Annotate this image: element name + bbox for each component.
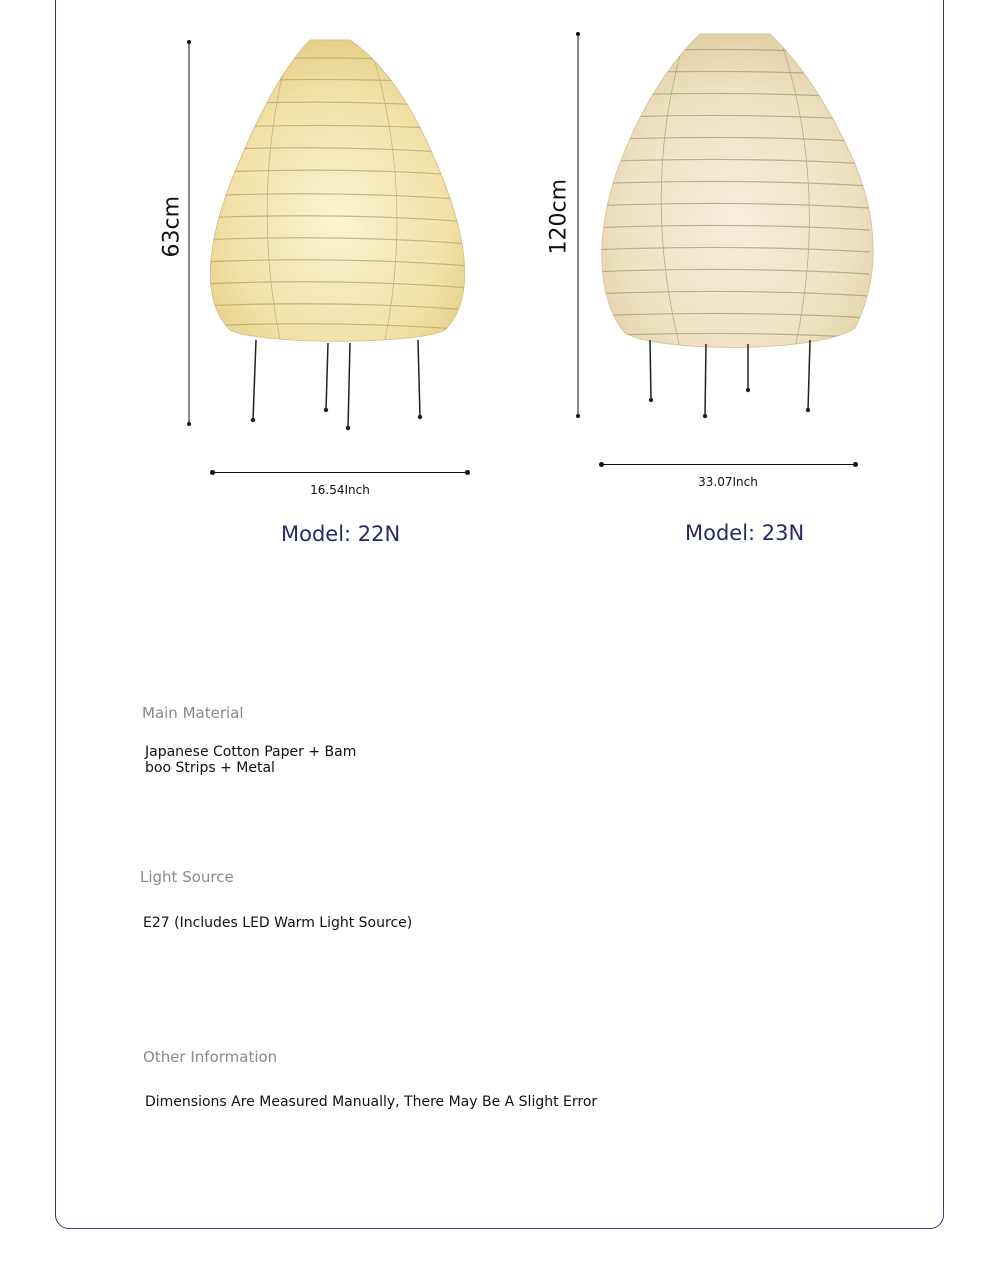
lamp-23n-width-label: 33.07Inch	[698, 475, 758, 489]
lamp-22n-image	[180, 30, 480, 440]
lamp-23n-height-label: 120cm	[546, 178, 572, 255]
lamp-23n-image	[570, 28, 880, 428]
lamp-23n-width-dot-left	[599, 462, 604, 467]
light-source-value: E27 (Includes LED Warm Light Source)	[143, 915, 413, 931]
lamp-22n-width-label: 16.54Inch	[310, 483, 370, 497]
lamp-23n-model-label: Model: 23N	[685, 521, 805, 545]
lamp-22n-width-dot-left	[210, 470, 215, 475]
main-material-label: Main Material	[142, 704, 244, 722]
lamp-22n-height-label: 63cm	[159, 195, 185, 258]
lamp-23n-width-dot-right	[853, 462, 858, 467]
lamp-22n-width-line	[212, 472, 468, 473]
lamp-23n-width-line	[602, 464, 856, 465]
other-information-value: Dimensions Are Measured Manually, There May Be A Slight Error	[145, 1094, 598, 1110]
lamp-22n-model-label: Model: 22N	[281, 522, 401, 546]
other-information-label: Other Information	[143, 1048, 278, 1066]
light-source-label: Light Source	[140, 868, 234, 886]
main-material-value: Japanese Cotton Paper + Bamboo Strips + Metal	[145, 744, 357, 776]
lamp-22n-width-dot-right	[465, 470, 470, 475]
